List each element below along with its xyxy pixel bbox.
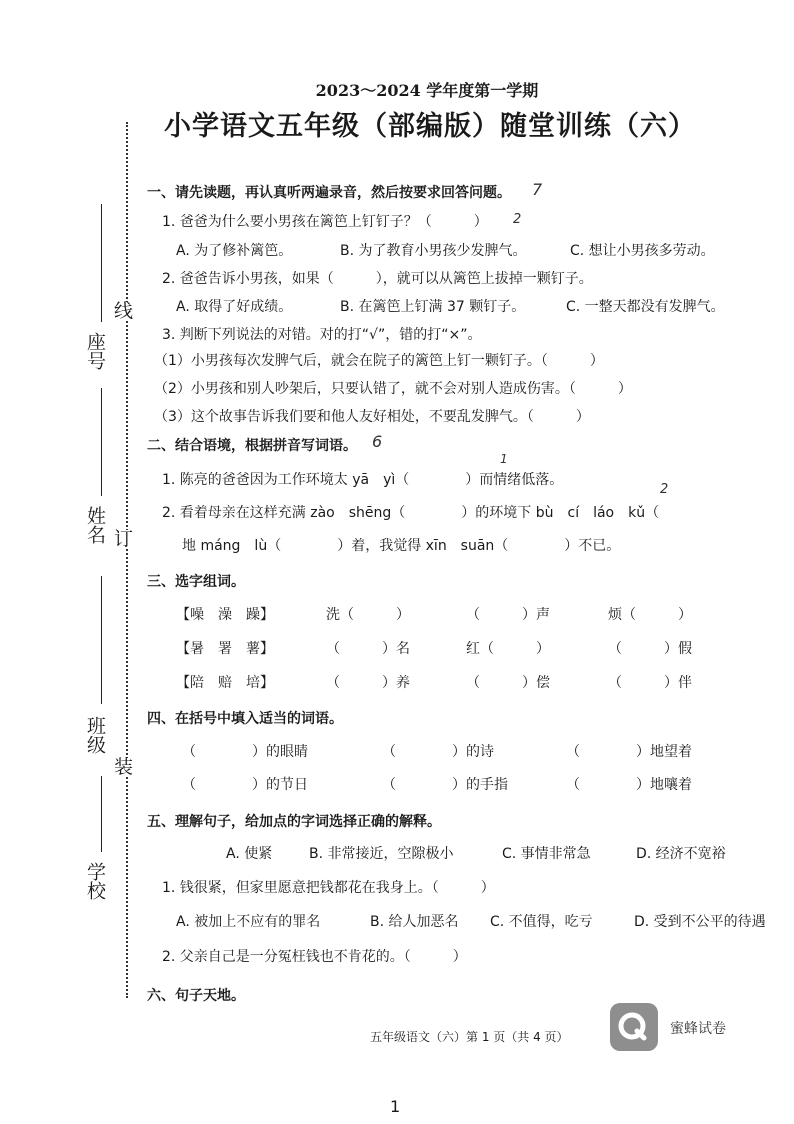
section4-heading: 四、在括号中填入适当的词语。 <box>147 711 343 727</box>
s5-question-2: 2. 父亲自己是一分冤枉钱也不肯花的。（ ） <box>162 949 467 965</box>
s5-def-b4: D. 受到不公平的待遇 <box>634 914 766 930</box>
school-fill-line <box>101 776 102 852</box>
section3-heading: 三、选字组词。 <box>147 574 245 590</box>
s3-row2-chars: 【暑 署 薯】 <box>176 641 274 657</box>
class-fill-line <box>101 576 102 704</box>
s1-q1-option-a: A. 为了修补篱笆。 <box>176 243 293 259</box>
school-label: 学校 <box>84 862 106 900</box>
s1-question-2: 2. 爸爸告诉小男孩，如果（ ），就可以从篱笆上拔掉一颗钉子。 <box>162 271 593 287</box>
s5-def-b1: A. 被加上不应有的罪名 <box>176 914 321 930</box>
cut-char-zhuang: 装 <box>114 756 134 778</box>
score-mark: 2 <box>513 212 522 227</box>
section6-heading: 六、句子天地。 <box>147 988 245 1004</box>
s4-row1-item1: （ ）的眼睛 <box>182 744 308 760</box>
s3-row3-word3: （ ）伴 <box>608 675 692 691</box>
page-number: 1 <box>390 1097 401 1116</box>
s3-row3-word2: （ ）偿 <box>466 675 550 691</box>
section2-heading: 二、结合语境，根据拼音写词语。 <box>147 438 357 454</box>
s1-q3-item-3: （3）这个故事告诉我们要和他人友好相处，不要乱发脾气。（ ） <box>154 409 590 425</box>
page-footer-info: 五年级语文（六）第 1 页（共 4 页） <box>370 1030 569 1044</box>
s5-question-1: 1. 钱很紧，但家里愿意把钱都花在我身上。（ ） <box>162 880 495 896</box>
s1-question-1: 1. 爸爸为什么要小男孩在篱笆上钉钉子？（ ） <box>162 214 488 230</box>
s5-def-a4: D. 经济不宽裕 <box>636 846 726 862</box>
seat-number-label: 座号 <box>84 332 106 370</box>
school-term: 2023～2024 学年度第一学期 <box>315 81 539 100</box>
s3-row2-word2: 红（ ） <box>466 641 550 657</box>
s3-row2-word1: （ ）名 <box>326 641 410 657</box>
s4-row2-item1: （ ）的节日 <box>182 777 308 793</box>
section1-heading: 一、请先读题，再认真听两遍录音，然后按要求回答问题。 <box>147 185 511 201</box>
score-mark: 6 <box>372 432 383 451</box>
s3-row1-word1: 洗（ ） <box>326 607 410 623</box>
section5-heading: 五、理解句子，给加点的字词选择正确的解释。 <box>147 814 441 830</box>
s5-def-a1: A. 使紧 <box>226 846 273 862</box>
s3-row1-word3: 烦（ ） <box>608 607 692 623</box>
class-label: 班级 <box>84 716 106 754</box>
s3-row3-chars: 【陪 赔 培】 <box>176 675 274 691</box>
s3-row2-word3: （ ）假 <box>608 641 692 657</box>
binding-dotted-line <box>126 122 128 998</box>
s5-def-a3: C. 事情非常急 <box>502 846 591 862</box>
s1-q2-option-a: A. 取得了好成绩。 <box>176 299 293 315</box>
s2-line-2: 2. 看着母亲在这样充满 zào shēng（ ）的环境下 bù cí láo kǔ（ <box>162 505 660 521</box>
s4-row1-item3: （ ）地望着 <box>566 744 692 760</box>
name-fill-line <box>101 388 102 496</box>
s5-def-a2: B. 非常接近，空隙极小 <box>309 846 454 862</box>
s1-q2-option-b: B. 在篱笆上钉满 37 颗钉子。 <box>340 299 526 315</box>
s5-def-b3: C. 不值得，吃亏 <box>490 914 593 930</box>
seat-number-fill-line <box>101 204 102 322</box>
s3-row1-word2: （ ）声 <box>466 607 550 623</box>
s5-def-b2: B. 给人加恶名 <box>370 914 459 930</box>
watermark-logo-icon <box>610 1003 658 1051</box>
s1-q3-item-1: （1）小男孩每次发脾气后，就会在院子的篱笆上钉一颗钉子。（ ） <box>154 353 604 369</box>
exam-title: 小学语文五年级（部编版）随堂训练（六） <box>164 111 696 142</box>
s4-row2-item3: （ ）地嚷着 <box>566 777 692 793</box>
s1-q1-option-b: B. 为了教育小男孩少发脾气。 <box>340 243 527 259</box>
s4-row2-item2: （ ）的手指 <box>382 777 508 793</box>
s3-row1-chars: 【噪 澡 躁】 <box>176 607 274 623</box>
cut-char-ding: 订 <box>114 528 134 550</box>
s1-q3-item-2: （2）小男孩和别人吵架后，只要认错了，就不会对别人造成伤害。（ ） <box>154 381 632 397</box>
s4-row1-item2: （ ）的诗 <box>382 744 494 760</box>
s3-row3-word1: （ ）养 <box>326 675 410 691</box>
cut-char-xian: 线 <box>114 300 134 322</box>
s2-line-1: 1. 陈亮的爸爸因为工作环境太 yā yì（ ）而情绪低落。 <box>162 472 564 488</box>
watermark-text: 蜜蜂试卷 <box>670 1021 726 1037</box>
name-label: 姓名 <box>84 506 106 544</box>
score-mark: 2 <box>660 482 669 497</box>
s1-q1-option-c: C. 想让小男孩多劳动。 <box>570 243 715 259</box>
score-mark: 1 <box>500 452 508 466</box>
score-mark: 7 <box>532 180 543 199</box>
s1-q2-option-c: C. 一整天都没有发脾气。 <box>566 299 725 315</box>
s1-question-3: 3. 判断下列说法的对错。对的打“√”，错的打“×”。 <box>162 327 482 343</box>
s2-line-3: 地 máng lù（ ）着，我觉得 xīn suān（ ）不已。 <box>182 538 621 554</box>
